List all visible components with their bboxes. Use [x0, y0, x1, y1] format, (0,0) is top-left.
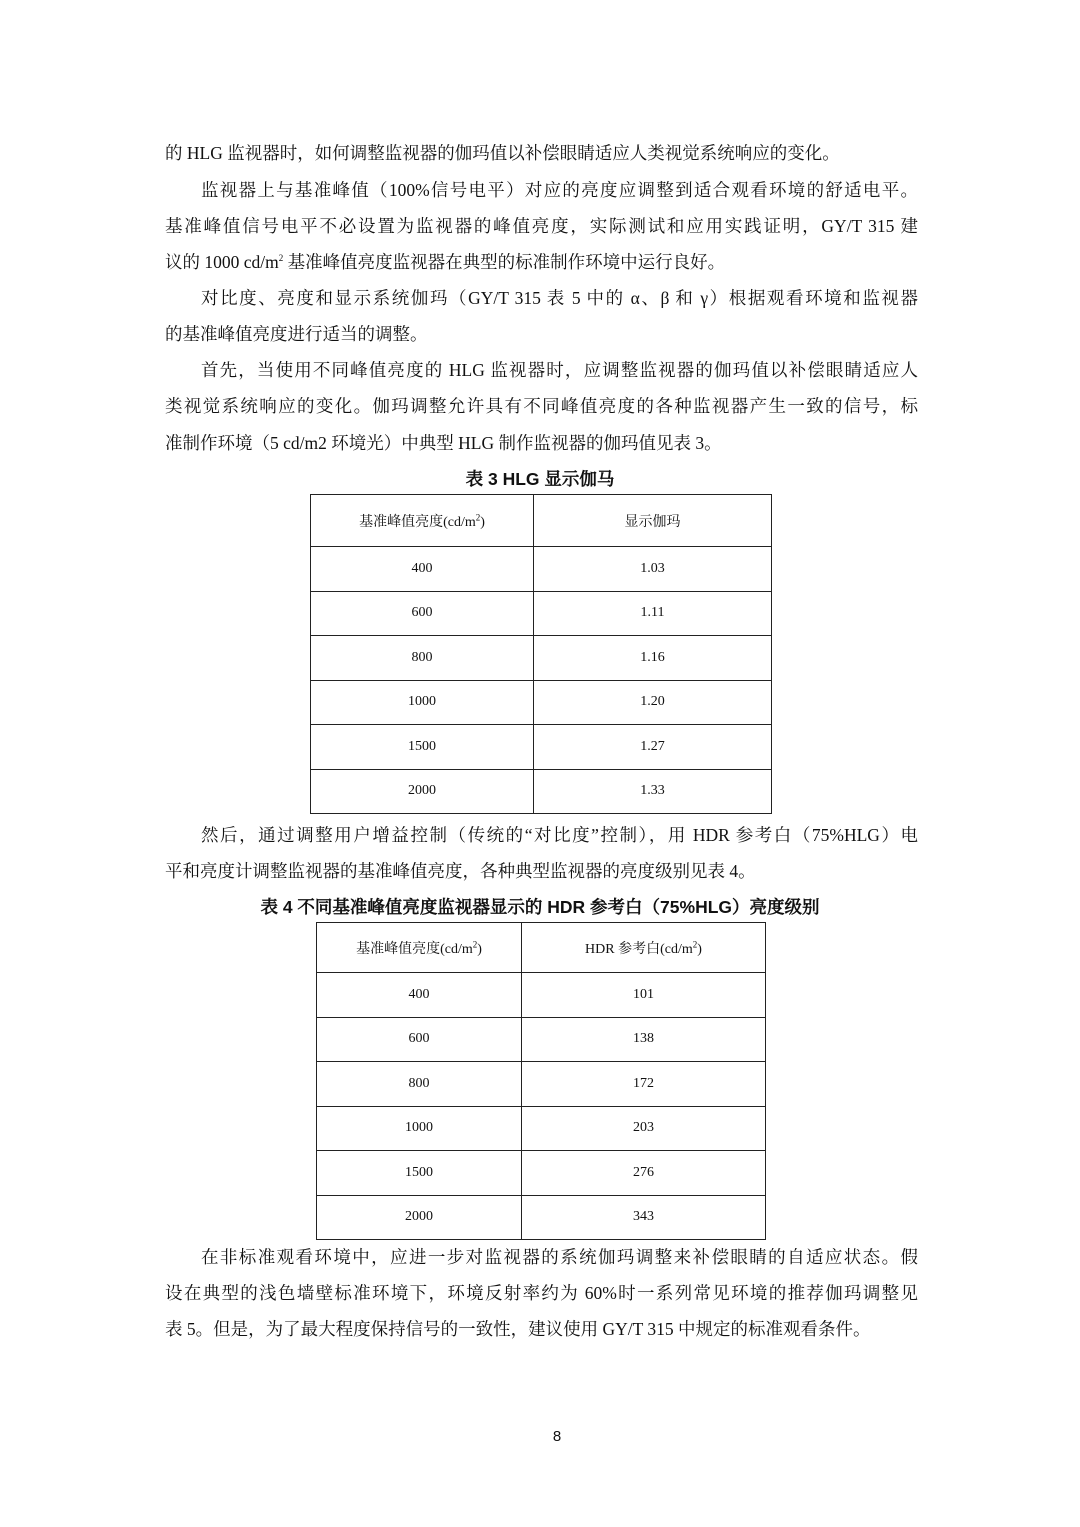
text-line: 首先，当使用不同峰值亮度的 HLG 监视器时，应调整监视器的伽玛值以补偿眼睛适应人	[201, 360, 918, 380]
text-line: 的 HLG 监视器时，如何调整监视器的伽玛值以补偿眼睛适应人类视觉系统响应的变化。	[165, 143, 840, 163]
header-cell: 基准峰值亮度$(cd/m^2)$	[317, 923, 522, 973]
table-cell: 1.20	[534, 680, 772, 725]
table-row	[317, 1106, 766, 1151]
table-row	[317, 1195, 766, 1240]
table-cell: 1.03	[534, 547, 772, 592]
header-cell: 基准峰值亮度$(cd/m^2)$	[311, 495, 534, 547]
table-row	[317, 1151, 766, 1196]
table-cell: 343	[522, 1195, 766, 1240]
table-header-row	[311, 495, 772, 547]
text-line: 平和亮度计调整监视器的基准峰值亮度，各种典型监视器的亮度级别见表 4。	[165, 861, 756, 881]
text-segment: 议的 1000 cd/m	[165, 252, 279, 272]
text-line: 然后，通过调整用户增益控制（传统的“对比度”控制），用 HDR 参考白（75%HLG）电	[201, 825, 918, 845]
table-cell: 2000	[311, 769, 534, 814]
table-row	[317, 1062, 766, 1107]
table-header-row	[317, 923, 766, 973]
table-4	[316, 922, 766, 1240]
table-cell: 1500	[311, 725, 534, 770]
table-row	[311, 769, 772, 814]
table-3	[310, 494, 772, 814]
table-cell: 2000	[317, 1195, 522, 1240]
table-row	[317, 973, 766, 1018]
text-line: 准制作环境（5 cd/m2 环境光）中典型 HLG 制作监视器的伽玛值见表 3。	[165, 433, 722, 453]
table-cell: 1000	[317, 1106, 522, 1151]
text-line: 监视器上与基准峰值（100%信号电平）对应的亮度应调整到适合观看环境的舒适电平。	[201, 180, 918, 200]
table-cell: 800	[311, 636, 534, 681]
table-cell: 276	[522, 1151, 766, 1196]
text-segment: 基准峰值亮度监视器在典型的标准制作环境中运行良好。	[283, 252, 726, 272]
table-cell: 1000	[311, 680, 534, 725]
table-4-caption: 表 4 不同基准峰值亮度监视器显示的 HDR 参考白（75%HLG）亮度级别	[260, 897, 820, 917]
table-cell: 1.11	[534, 591, 772, 636]
table-row	[311, 636, 772, 681]
table-cell: 1.33	[534, 769, 772, 814]
text-line: 的基准峰值亮度进行适当的调整。	[165, 324, 428, 344]
table-row	[311, 547, 772, 592]
text-line: 基准峰值信号电平不必设置为监视器的峰值亮度，实际测试和应用实践证明，GY/T 315 建	[165, 216, 918, 236]
table-cell: 1.16	[534, 636, 772, 681]
table-cell: 1.27	[534, 725, 772, 770]
table-row	[311, 591, 772, 636]
header-cell: HDR 参考白$(cd/m^2)$	[522, 923, 766, 973]
table-cell: 400	[317, 973, 522, 1018]
table-cell: 400	[311, 547, 534, 592]
table-row	[311, 725, 772, 770]
table-cell: 138	[522, 1017, 766, 1062]
table-cell: 203	[522, 1106, 766, 1151]
text-line: 设在典型的浅色墙壁标准环境下，环境反射率约为 60%时一系列常见环境的推荐伽玛调整见	[165, 1283, 918, 1303]
table-row	[317, 1017, 766, 1062]
superscript: 2	[278, 253, 284, 264]
header-cell: 显示伽玛	[534, 495, 772, 547]
text-line: 类视觉系统响应的变化。伽玛调整允许具有不同峰值亮度的各种监视器产生一致的信号，标	[165, 396, 918, 416]
text-line: 表 5。但是，为了最大程度保持信号的一致性，建议使用 GY/T 315 中规定的标准观看条件。	[165, 1319, 871, 1339]
table-cell: 600	[317, 1017, 522, 1062]
table-cell: 101	[522, 973, 766, 1018]
text-line	[165, 250, 918, 274]
table-cell: 600	[311, 591, 534, 636]
table-row	[311, 680, 772, 725]
table-3-caption: 表 3 HLG 显示伽马	[465, 469, 615, 489]
table-cell: 172	[522, 1062, 766, 1107]
table-cell: 1500	[317, 1151, 522, 1196]
text-line: 在非标准观看环境中，应进一步对监视器的系统伽玛调整来补偿眼睛的自适应状态。假	[201, 1247, 918, 1267]
page-number: 8	[552, 1428, 562, 1445]
text-line: 对比度、亮度和显示系统伽玛（GY/T 315 表 5 中的 α、β 和 γ）根据观看环境和监视器	[201, 288, 918, 308]
table-cell: 800	[317, 1062, 522, 1107]
